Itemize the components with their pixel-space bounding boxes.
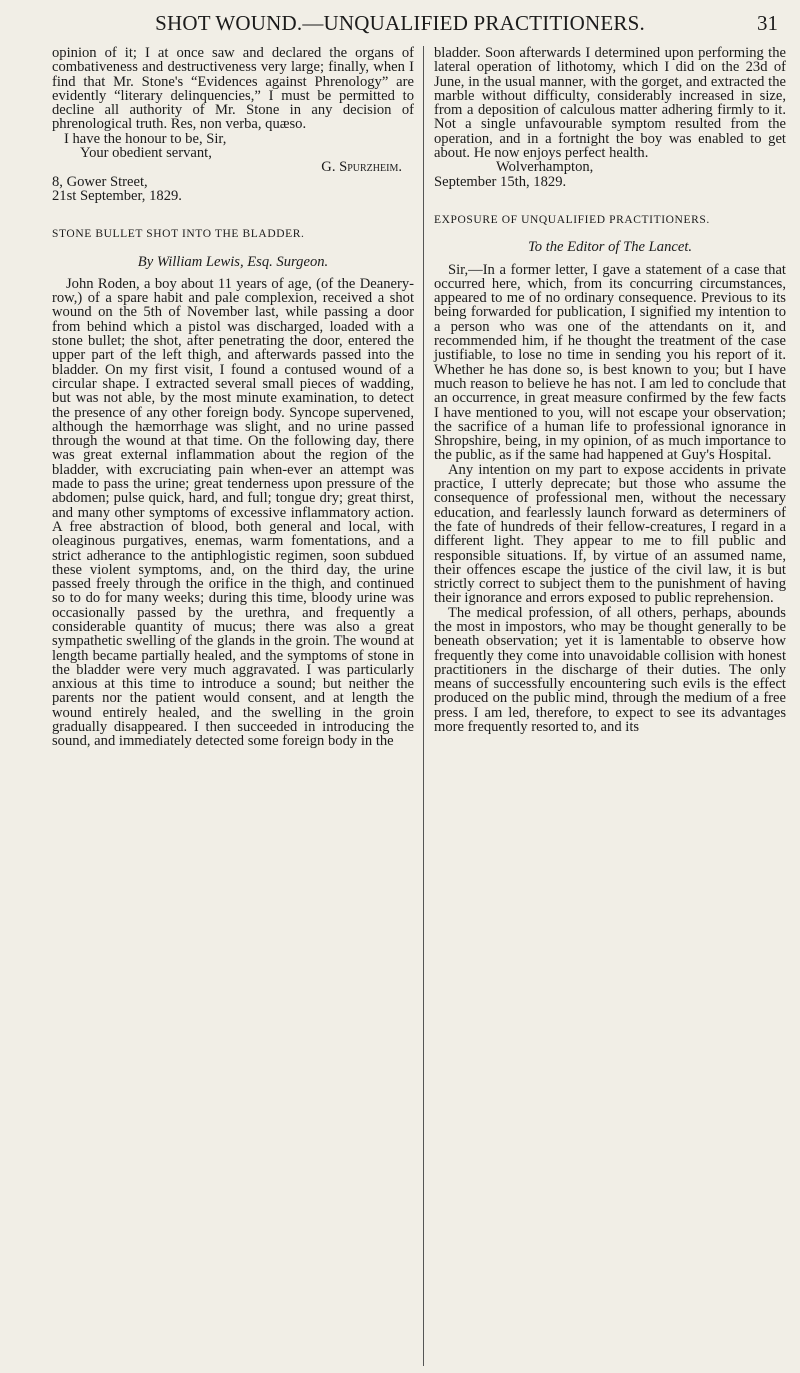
letter-closing-paragraph: opinion of it; I at once saw and declared the organs of combativeness and destructiveness very large; finally, when I find that Mr. Stone's “Evidences against Phrenology” are evidently “literary delinquencies,” I must be permitted to decline all authority of Mr. Stone in any decision of phrenological truth. Res, non verba, quæso.	[52, 45, 414, 133]
letter-paragraph: Sir,—In a former letter, I gave a statement of a case that occurred here, which, from its concurring circumstances, appeared to me of no ordinary consequence. Previous to its being forwarded for publication, I signified my intention to a person who was one of the attendants on it, and recommended him, if he thought the treatment of the case justifiable, to lose no time in sending you his report of it. Whether he has done so, is best known to you; but I have much reason to believe he has not. I am led to conclude that an occurrence, in great measure confirmed by the few facts I have mentioned to you, will not escape your observation; the sacrifice of a human life to professional ignorance in Shropshire, being, in my opinion, of as much importance to the public, as if the same had happened at Guy's Hospital.	[434, 261, 786, 464]
article-title: EXPOSURE OF UNQUALIFIED PRACTITIONERS.	[434, 213, 710, 226]
article-paragraph-continued: bladder. Soon afterwards I determined upon performing the lateral operation of lithotomy, which I did on the 23d of June, in the usual manner, with the gorget, and extracted the marble without difficulty, considerably increased in size, from a deposition of calculous matter adhering firmly to it. Not a single unfavourable symptom resulted from the operation, and in a fortnight the boy was enabled to get about. He now enjoys perfect health.	[434, 45, 786, 162]
sender-address: 8, Gower Street,	[52, 173, 148, 190]
right-column	[434, 46, 786, 734]
signoff-line: Your obedient servant,	[80, 145, 212, 162]
article-place: Wolverhampton,	[496, 159, 594, 176]
article-byline: By William Lewis, Esq. Surgeon.	[137, 253, 329, 270]
letter-paragraph: The medical profession, of all others, perhaps, abounds the most in impostors, who may be thought generally to be beneath observation; yet it is lamentable to observe how frequently they come into unavoidable collision with honest practitioners in the discharge of their duties. The only means of successfully encountering such evils is the effect produced on the public mind, through the medium of a free press. I am led, therefore, to expect to see its advantages more frequently resorted to, and its	[434, 604, 786, 736]
article-paragraph: John Roden, a boy about 11 years of age, (of the Deanery-row,) of a spare habit and pale complexion, received a shot wound on the 5th of November last, while passing a door from behind which a pistol was discharged, loaded with a stone bullet; the shot, after penetrating the door, entered the upper part of the left thigh, and afterwards passed into the bladder. On my first visit, I found a contused wound of a circular shape. I extracted several small pieces of wadding, but was not able, by the most minute examination, to detect the presence of any other foreign body. Syncope supervened, although the hæmorrhage was slight, and no urine passed through the wound at that time. On the following day, there was great external inflammation about the region of the bladder, with excruciating pain when-ever an attempt was made to pass the urine; great tenderness upon pressure of the abdomen; pulse quick, hard, and full; tongue dry; great thirst, and many other symptoms of excessive inflammatory action. A free abstraction of blood, both general and local, with oleaginous purgatives, enemas, warm fomentations, and a strict adherance to the antiphlogistic regimen, soon subdued these violent symptoms, and, on the third day, the urine passed freely through the orifice in the thigh, and continued so to do for many weeks; during this time, bloody urine was occasionally passed by the urethra, and frequently a considerable quantity of mucus; there was also a great sympathetic swelling of the glands in the groin. The wound at length became partially healed, and the symptoms of stone in the bladder were very much aggravated. I was particularly anxious at this time to introduce a sound; but neither the parents nor the patient would consent, and at length the wound entirely healed, and the swelling in the groin gradually disappeared. I then succeeded in introducing the sound, and immediately detected some foreign body in the	[52, 275, 414, 750]
left-column	[52, 46, 414, 749]
page-number: 31	[757, 11, 778, 35]
column-divider	[423, 46, 424, 1366]
article-date: September 15th, 1829.	[434, 173, 567, 190]
letter-date: 21st September, 1829.	[52, 187, 182, 204]
signature: G. Spurzheim.	[321, 159, 402, 176]
signoff-line: I have the honour to be, Sir,	[64, 130, 227, 147]
running-title: SHOT WOUND.—UNQUALIFIED PRACTITIONERS.	[155, 11, 645, 35]
article-title: STONE BULLET SHOT INTO THE BLADDER.	[52, 228, 305, 241]
letter-address: To the Editor of The Lancet.	[527, 239, 693, 256]
letter-paragraph: Any intention on my part to expose accidents in private practice, I utterly deprecate; but those who assume the consequence of professional men, without the necessary education, and fearlessly launch forward as determiners of the fate of hundreds of their fellow-creatures, I regard in a different light. They appear to me to fill public and responsible situations. If, by virtue of an assumed name, their offences escape the justice of the civil law, it is but strictly correct to subject them to the punishment of having their ignorance and errors exposed to public reprehension.	[434, 461, 786, 607]
